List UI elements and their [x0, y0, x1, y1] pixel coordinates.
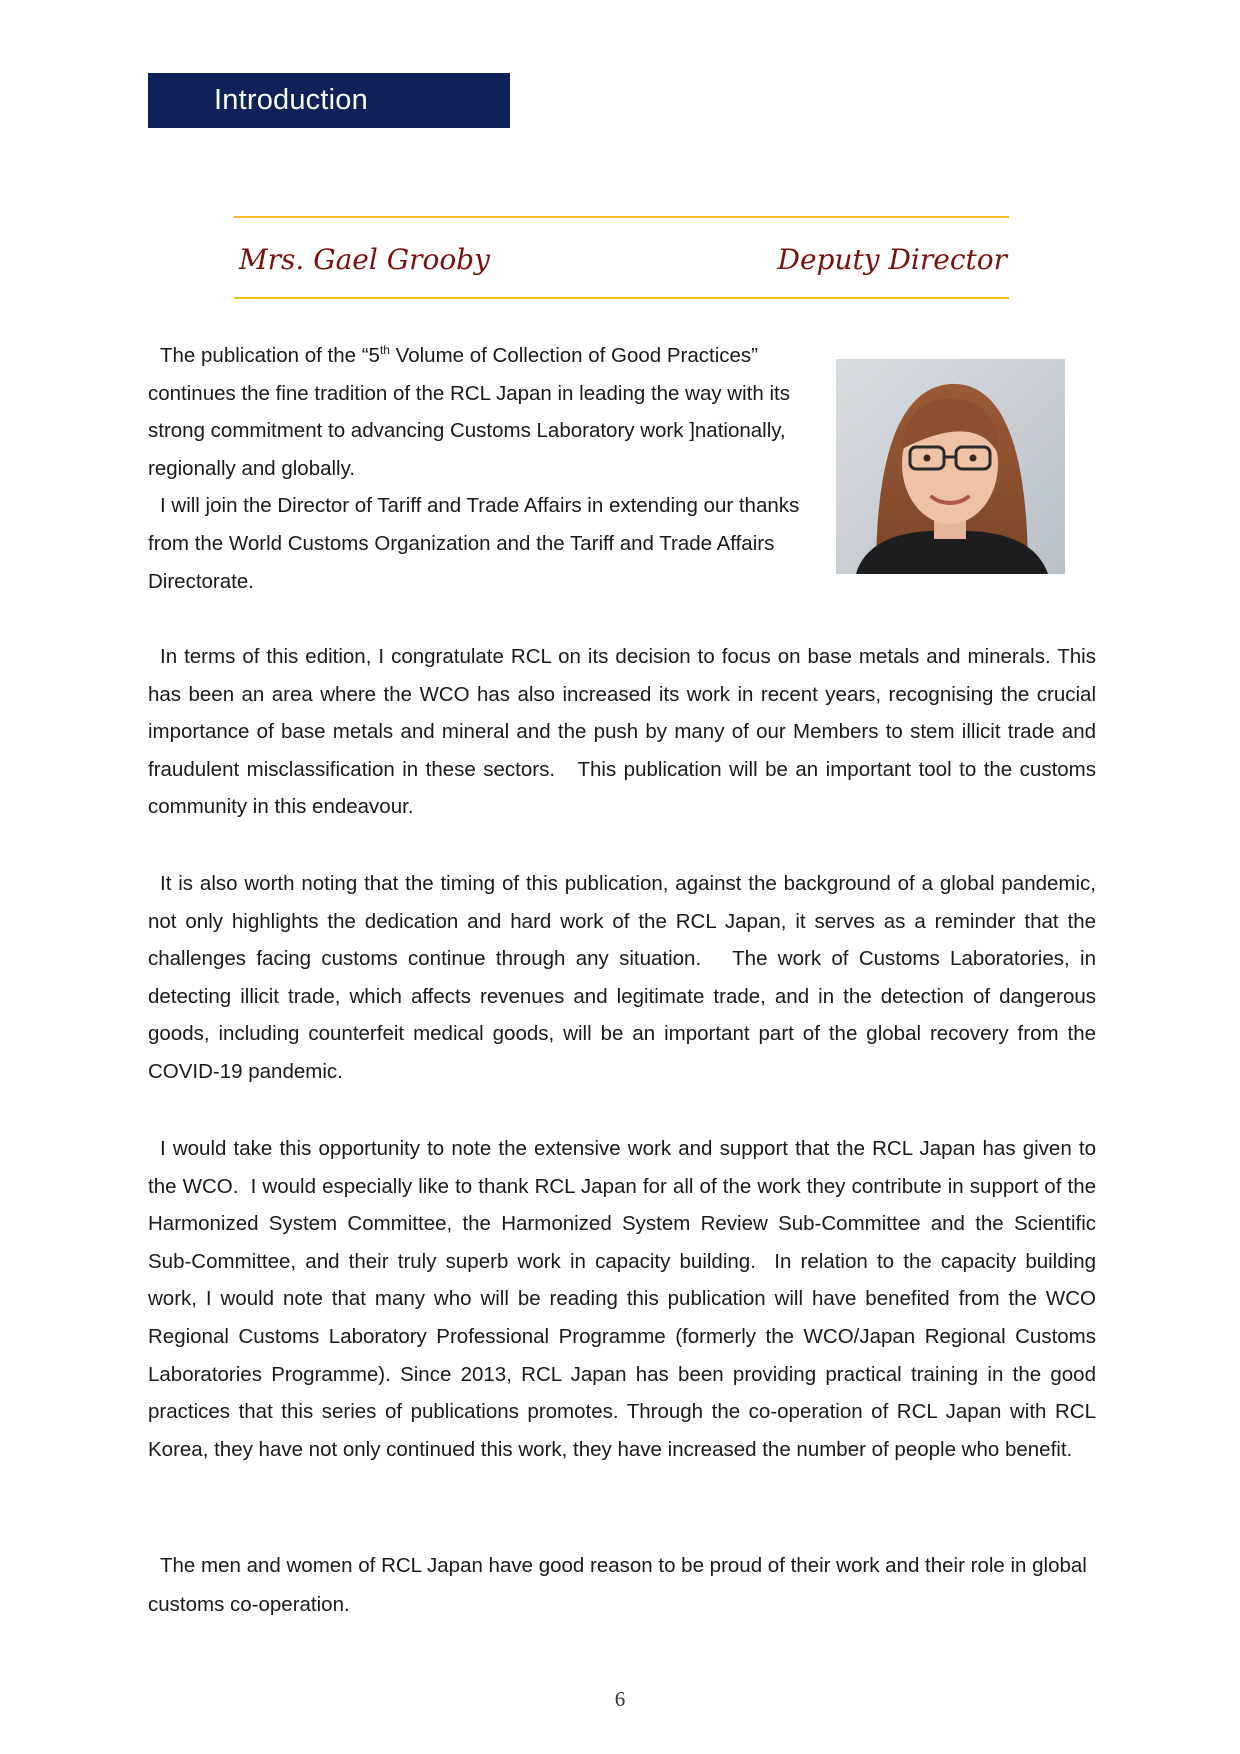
paragraph-5: The men and women of RCL Japan have good reason to be proud of their work and their role in global customs co-operation. [148, 1554, 1087, 1616]
portrait-photo-icon [836, 359, 1065, 574]
author-header [234, 237, 1009, 281]
bottom-divider [234, 297, 1009, 299]
page-number: 6 [614, 1687, 626, 1711]
intro-paragraphs [148, 337, 808, 600]
section-title: Introduction [214, 84, 368, 116]
paragraph-3: It is also worth noting that the timing of this publication, against the background of a global pandemic, not only highlights the dedication and hard work of the RCL Japan, it serves as a reminder that the challenges facing customs continue through any situation. The work of Customs Laboratories, in detecting illicit trade, which affects revenues and legitimate trade, and in the detection of dangerous goods, including counterfeit medical goods, will be an important part of the global recovery from the COVID-19 pandemic. [148, 872, 1096, 1083]
author-name: Mrs. Gael Grooby [239, 242, 490, 276]
paragraph-4: I would take this opportunity to note the extensive work and support that the RCL Japan has given to the WCO. I would especially like to thank RCL Japan for all of the work they contribute in support of the Harmonized System Committee, the Harmonized System Review Sub-Committee and the Scientific Sub-Committee, and their truly superb work in capacity building. In relation to the capacity building work, I would note that many who will be reading this publication will have benefited from the WCO Regional Customs Laboratory Professional Programme (formerly the WCO/Japan Regional Customs Laboratories Programme). Since 2013, RCL Japan has been providing practical training in the good practices that this series of publications promotes. Through the co-operation of RCL Japan with RCL Korea, they have not only continued this work, they have increased the number of people who benefit. [148, 1137, 1096, 1461]
author-portrait [836, 359, 1065, 574]
paragraph-1b: I will join the Director of Tariff and Trade Affairs in extending our thanks from the World Customs Organization and the Tariff and Trade Affairs Directorate. [148, 494, 800, 593]
top-divider [234, 216, 1009, 218]
paragraph-2: In terms of this edition, I congratulate RCL on its decision to focus on base metals and minerals. This has been an area where the WCO has also increased its work in recent years, recognising the crucial importance of base metals and mineral and the push by many of our Members to stem illicit trade and fraudulent misclassification in these sectors. This publication will be an important tool to the customs community in this endeavour. [148, 645, 1096, 819]
author-role: Deputy Director [777, 242, 1007, 276]
section-title-banner [148, 73, 510, 128]
paragraph-1: The publication of the “5th Volume of Collection of Good Practices” continues the fine tradition of the RCL Japan in leading the way with its strong commitment to advancing Customs Laboratory work ]nationally, regionally and globally. [148, 343, 790, 480]
